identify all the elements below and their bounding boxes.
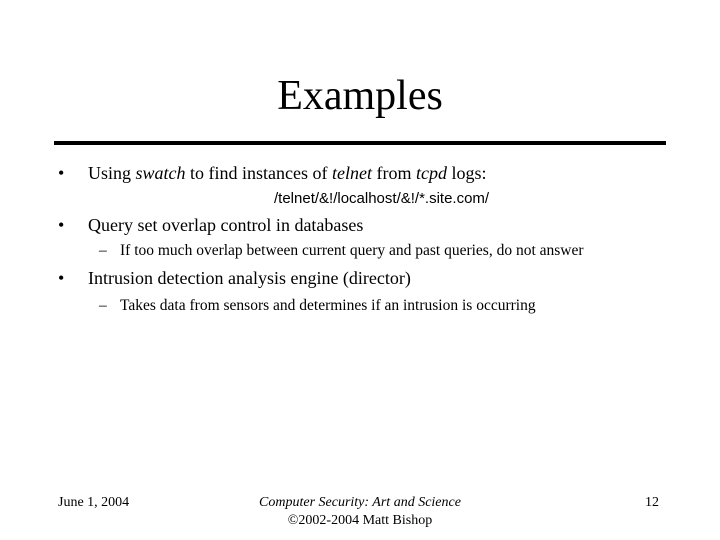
bullet-symbol: • [58,163,65,183]
bullet-query-overlap [58,214,363,236]
sub-bullet-text: Takes data from sensors and determines if an intrusion is occurring [120,297,536,314]
title-divider [54,141,666,145]
sub-bullet-sensors [99,296,536,316]
bullet-intrusion-detection [58,267,411,289]
sub-bullet-text: If too much overlap between current query and past queries, do not answer [120,242,584,259]
bullet-text-part: to find instances of [185,163,333,183]
page-number: 12 [645,495,659,510]
bullet-symbol: • [58,268,65,288]
footer-book-title: Computer Security: Art and Science [259,495,461,510]
dash-symbol: – [99,297,107,314]
slide-title: Examples [277,73,443,119]
sub-bullet-overlap [99,241,584,261]
bullet-text-part: swatch [135,163,186,183]
bullet-text: Intrusion detection analysis engine (director) [88,268,411,288]
swatch-pattern: /telnet/&!/localhost/&!/*.site.com/ [274,190,490,207]
footer-copyright: ©2002-2004 Matt Bishop [287,513,433,528]
bullet-text-part: Using [88,163,136,183]
footer-citation [0,494,720,530]
footer-date: June 1, 2004 [58,495,130,510]
dash-symbol: – [99,242,107,259]
bullet-swatch [58,162,487,184]
bullet-text-part: logs: [447,163,487,183]
bullet-symbol: • [58,215,65,235]
bullet-text-part: telnet [332,163,372,183]
bullet-text-part: from [372,163,416,183]
bullet-text: Query set overlap control in databases [88,215,364,235]
bullet-text-part: tcpd [416,163,447,183]
